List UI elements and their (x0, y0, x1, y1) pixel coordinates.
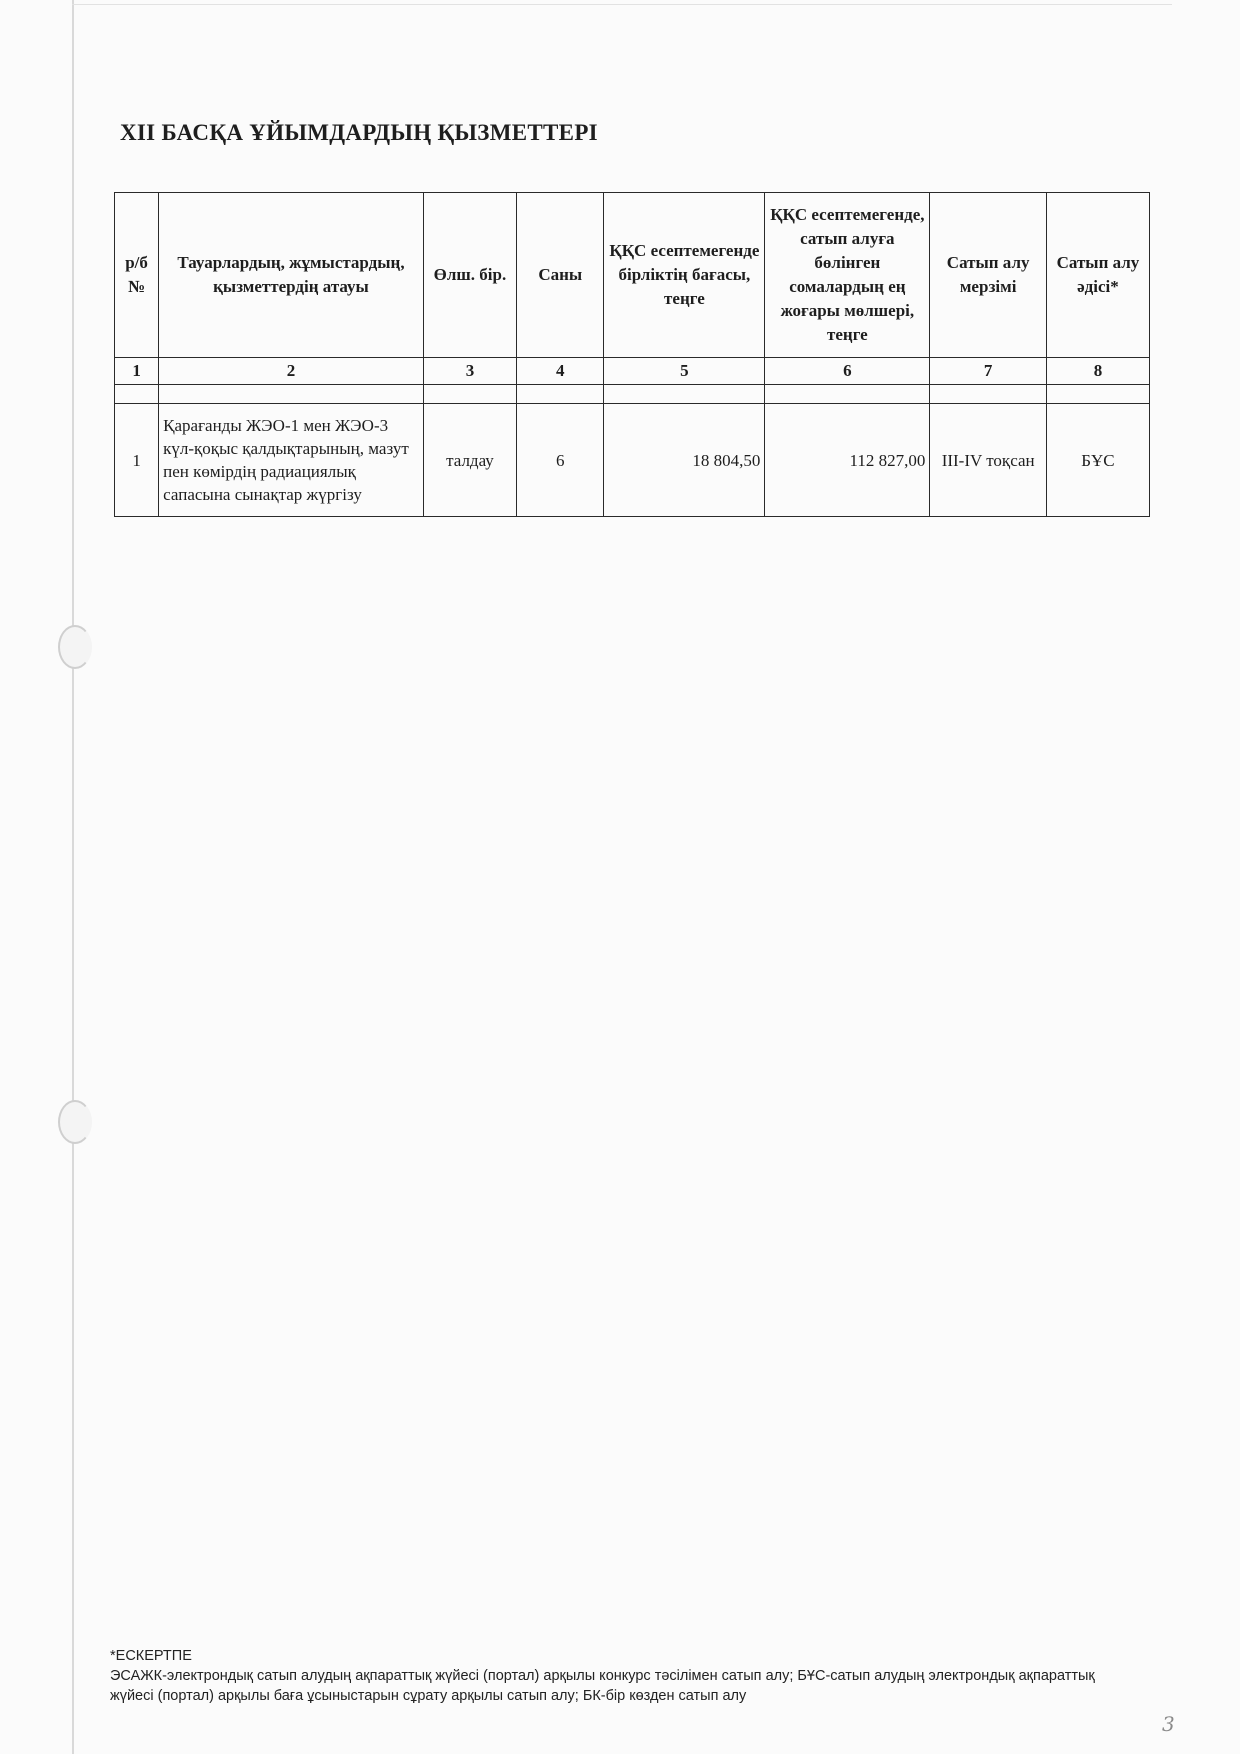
footnote (110, 1646, 1140, 1706)
header-name: Тауарлардың, жұмыстардың, қызметтердің атауы (159, 193, 424, 358)
row-unit: талдау (423, 404, 516, 517)
column-number: 7 (930, 358, 1047, 385)
spacer-row (115, 385, 1150, 404)
page-number: 3 (1162, 1712, 1175, 1736)
punch-hole-icon (58, 1100, 92, 1144)
header-unit: Өлш. бір. (423, 193, 516, 358)
section-title: XII БАСҚА ҰЙЫМДАРДЫҢ ҚЫЗМЕТТЕРІ (120, 120, 598, 145)
header-method: Сатып алу әдісі* (1046, 193, 1149, 358)
header-num: р/б № (115, 193, 159, 358)
column-number: 5 (604, 358, 765, 385)
row-qty: 6 (517, 404, 604, 517)
footnote-title: *ЕСКЕРТПЕ (110, 1648, 192, 1664)
table-row (115, 404, 1150, 517)
row-method: БҰС (1046, 404, 1149, 517)
column-number: 3 (423, 358, 516, 385)
row-num: 1 (115, 404, 159, 517)
row-term: III-IV тоқсан (930, 404, 1047, 517)
column-number: 6 (765, 358, 930, 385)
page-edge-left (72, 0, 74, 1754)
column-number: 1 (115, 358, 159, 385)
row-unit-price: 18 804,50 (604, 404, 765, 517)
header-qty: Саны (517, 193, 604, 358)
column-number: 4 (517, 358, 604, 385)
procurement-table (114, 192, 1150, 517)
table-header-row (115, 193, 1150, 358)
column-number-row (115, 358, 1150, 385)
footnote-text: ЭСАЖК-электрондық сатып алудың ақпараттық жүйесі (портал) арқылы конкурс тәсілімен сатып алу; БҰС-сатып алудың электрондық ақпараттық жүйесі (портал) арқылы баға ұсыныстарын сұрату арқылы сатып алу; БК-бір көзден сатып алу (110, 1668, 1095, 1704)
page-edge-top (72, 4, 1172, 5)
column-number: 2 (159, 358, 424, 385)
row-name: Қарағанды ЖЭО-1 мен ЖЭО-3 күл-қоқыс қалдықтарының, мазут пен көмірдің радиациялық сапасына сынақтар жүргізу (159, 404, 424, 517)
row-max-amount: 112 827,00 (765, 404, 930, 517)
header-term: Сатып алу мерзімі (930, 193, 1047, 358)
header-unit-price: ҚҚС есептемегенде бірліктің бағасы, теңге (604, 193, 765, 358)
header-max-amount: ҚҚС есептемегенде, сатып алуға бөлінген сомалардың ең жоғары мөлшері, теңге (765, 193, 930, 358)
column-number: 8 (1046, 358, 1149, 385)
punch-hole-icon (58, 625, 92, 669)
